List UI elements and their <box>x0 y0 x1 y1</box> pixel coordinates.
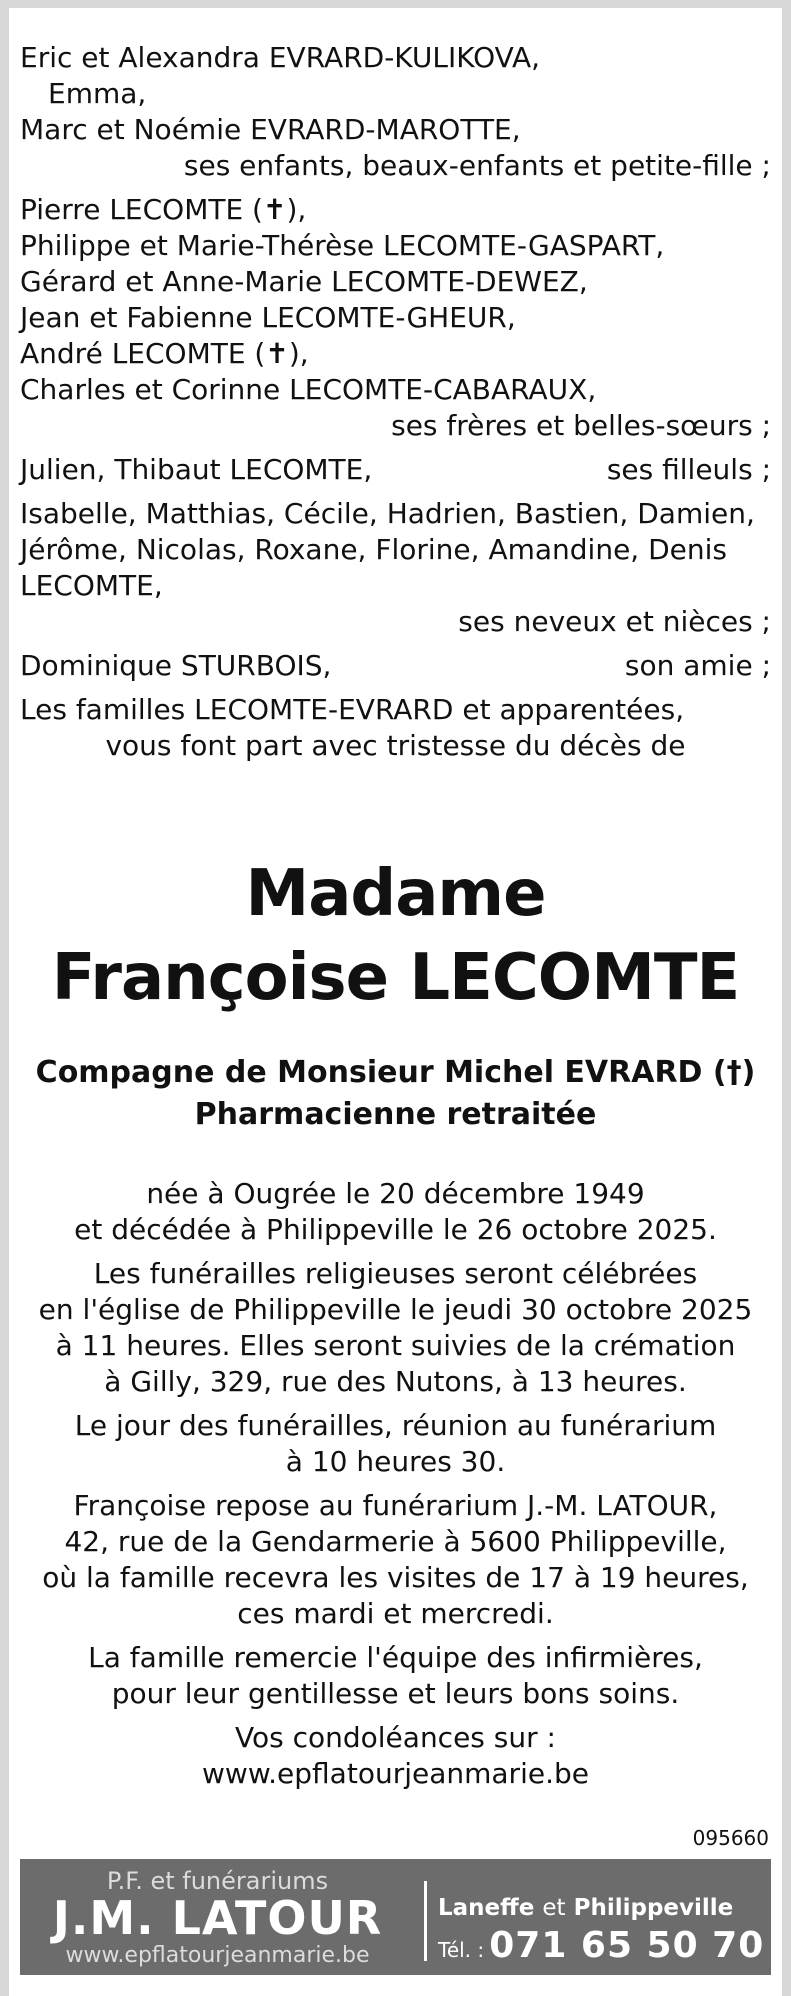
friend-row <box>20 648 771 684</box>
phone-label: Tél. : <box>438 1938 485 1962</box>
condolence-website[interactable]: www.epflatourjeanmarie.be <box>202 1757 589 1790</box>
detail-line: La famille remercie l'équipe des infirmières, <box>88 1641 703 1674</box>
detail-line: en l'église de Philippeville le jeudi 30 octobre 2025 <box>38 1293 753 1326</box>
brand-website-link[interactable]: www.epflatourjeanmarie.be <box>65 1943 370 1968</box>
deceased-block <box>20 852 771 1020</box>
partner-line: Compagne de Monsieur Michel EVRARD (†) <box>35 1055 756 1090</box>
family-line: Philippe et Marie-Thérèse LECOMTE-GASPART, <box>20 229 665 262</box>
family-line: Marc et Noémie EVRARD-MAROTTE, <box>20 113 521 146</box>
detail-line: à Gilly, 329, rue des Nutons, à 13 heures. <box>104 1365 687 1398</box>
family-role: ses filleuls ; <box>606 453 771 486</box>
detail-line: à 11 heures. Elles seront suivies de la crémation <box>55 1329 736 1362</box>
location-laneffe: Laneffe <box>438 1895 535 1921</box>
families-line: Les familles LECOMTE-EVRARD et apparentées, <box>20 693 685 726</box>
detail-line: Les funérailles religieuses seront célébrées <box>93 1257 698 1290</box>
phone <box>438 1925 764 1966</box>
family-line: Jérôme, Nicolas, Roxane, Florine, Amandine, Denis <box>20 533 727 566</box>
family-line: André LECOMTE (✝), <box>20 337 309 370</box>
details-block <box>20 1176 771 1792</box>
family-role: ses neveux et nièces ; <box>458 605 771 638</box>
family-line: Eric et Alexandra EVRARD-KULIKOVA, <box>20 41 541 74</box>
detail-line: 42, rue de la Gendarmerie à 5600 Philippeville, <box>64 1525 727 1558</box>
family-line: Pierre LECOMTE (✝), <box>20 193 307 226</box>
detail-line: pour leur gentillesse et leurs bons soins. <box>111 1677 680 1710</box>
detail-line: née à Ougrée le 20 décembre 1949 <box>146 1177 645 1210</box>
family-line: Dominique STURBOIS, <box>20 649 332 682</box>
profession-line: Pharmacienne retraitée <box>194 1097 597 1132</box>
brand-tagline: P.F. et funérariums <box>106 1867 329 1895</box>
godchildren-row <box>20 452 771 488</box>
family-line: LECOMTE, <box>20 569 163 602</box>
announce-line: vous font part avec tristesse du décès de <box>105 729 686 762</box>
family-line: Charles et Corinne LECOMTE-CABARAUX, <box>20 373 597 406</box>
detail-line: Françoise repose au funérarium J.-M. LATOUR, <box>73 1489 718 1522</box>
family-list <box>20 40 771 764</box>
detail-line: Le jour des funérailles, réunion au funérarium <box>74 1409 717 1442</box>
banner-divider <box>424 1881 427 1961</box>
family-line: Jean et Fabienne LECOMTE-GHEUR, <box>20 301 516 334</box>
reference-number: 095660 <box>692 1826 769 1850</box>
deceased-title: Madame <box>245 857 546 931</box>
family-line: Emma, <box>48 77 147 110</box>
locations <box>438 1895 733 1921</box>
detail-line: et décédée à Philippeville le 26 octobre 2025. <box>74 1213 717 1246</box>
location-conjunction: et <box>542 1895 566 1921</box>
family-line: Gérard et Anne-Marie LECOMTE-DEWEZ, <box>20 265 588 298</box>
detail-line: à 10 heures 30. <box>285 1445 506 1478</box>
location-philippeville: Philippeville <box>573 1895 734 1921</box>
family-line: Isabelle, Matthias, Cécile, Hadrien, Bastien, Damien, <box>20 497 755 530</box>
deceased-subtitle <box>20 1052 771 1136</box>
detail-line: où la famille recevra les visites de 17 à 19 heures, <box>42 1561 749 1594</box>
phone-number[interactable]: 071 65 50 70 <box>489 1925 765 1966</box>
detail-line: Vos condoléances sur : <box>235 1721 556 1754</box>
family-line: Julien, Thibaut LECOMTE, <box>20 453 373 486</box>
family-role: ses enfants, beaux-enfants et petite-fille ; <box>183 149 771 182</box>
deceased-name: Françoise LECOMTE <box>51 941 740 1015</box>
family-role: son amie ; <box>624 649 771 682</box>
funeral-home-banner <box>20 1859 771 1975</box>
detail-line: ces mardi et mercredi. <box>237 1597 554 1630</box>
family-role: ses frères et belles-sœurs ; <box>391 409 771 442</box>
brand-logo: J.M. LATOUR <box>52 1891 383 1945</box>
